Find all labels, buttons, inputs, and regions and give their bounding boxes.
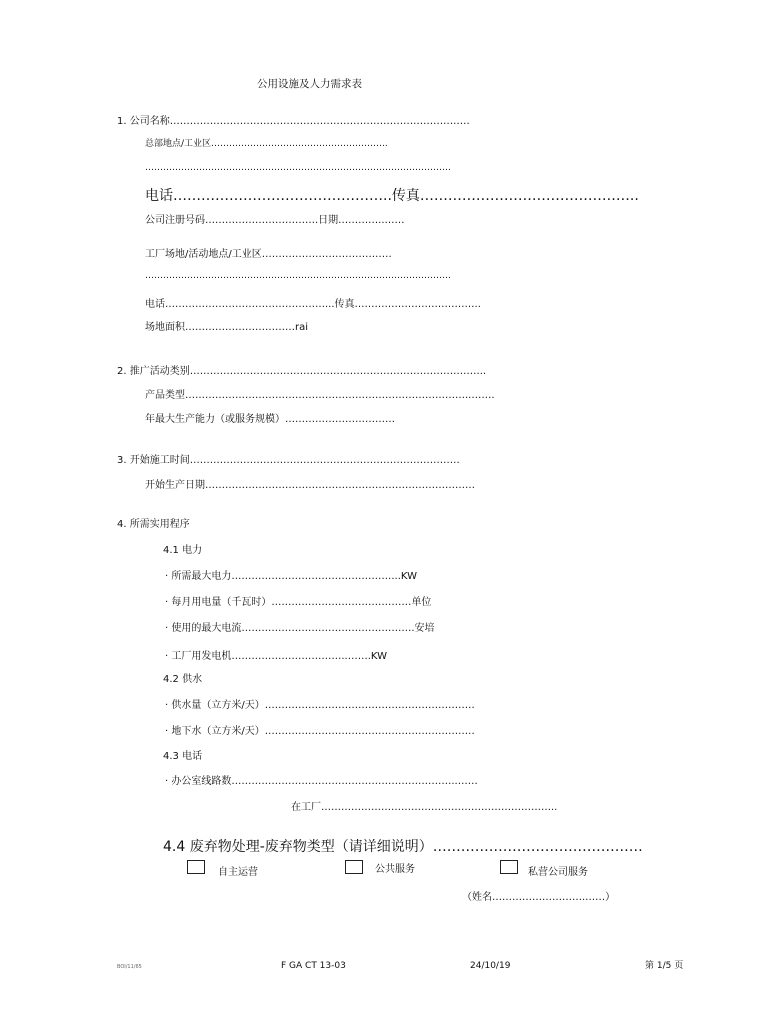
- headquarters-line: 总部地点/工业区…………………………………………………..: [145, 139, 388, 149]
- construction-start-line: 3. 开始施工时间………………………………………………………………………: [117, 455, 460, 466]
- telephone-item: · 办公室线路数…………………………………………………………..……: [165, 776, 478, 787]
- electricity-subheading: 4.1 电力: [163, 545, 203, 556]
- private-company-checkbox[interactable]: [500, 860, 518, 874]
- promotion-category-line: 2. 推广活动类别……………………………………………………………………………..: [117, 366, 487, 377]
- electricity-item: · 每月用电量（千瓦时）……………………………………单位: [165, 597, 432, 608]
- production-start-line: 开始生产日期………………………………………………………………………: [145, 480, 475, 491]
- public-service-label: 公共服务: [375, 864, 415, 875]
- factory-phone-fax-line: 电话…………………………………………...传真………………………………..: [145, 299, 481, 310]
- registration-date-line: 公司注册号码…………………………….日期…………..……: [145, 215, 405, 226]
- footer-page-number: 第 1/5 页: [645, 961, 684, 971]
- footer-form-code: F GA CT 13-03: [281, 961, 346, 971]
- footer-date: 24/10/19: [470, 961, 511, 971]
- site-area-line: 场地面积……………………………rai: [145, 322, 309, 333]
- phone-fax-line: 电话………………………………………..传真………………………………………..: [145, 188, 639, 204]
- self-operated-label: 自主运营: [218, 867, 258, 878]
- annual-capacity-line: 年最大生产能力（或服务规模）……………………………: [145, 414, 395, 425]
- headquarters-continuation-line: …………………………………………………………………………………………: [145, 163, 451, 173]
- public-service-checkbox[interactable]: [345, 860, 363, 874]
- utilities-heading: 4. 所需实用程序: [117, 519, 190, 530]
- water-item: · 供水量（立方米/天）………………………………………………………: [165, 700, 475, 711]
- product-type-line: 产品类型…………………………………………………………………………..…….: [145, 390, 495, 401]
- factory-location-continuation-line: …………………………………………………………………………………………: [145, 271, 451, 281]
- water-item: · 地下水（立方米/天）………………………………………………………: [165, 726, 475, 737]
- private-company-label: 私营公司服务: [528, 867, 588, 878]
- telephone-subheading: 4.3 电话: [163, 751, 203, 762]
- electricity-item: · 使用的最大电流…………………………………………….安培: [165, 623, 435, 634]
- footer-tiny-text: BOI/11/65: [117, 964, 142, 970]
- electricity-item: · 工厂用发电机……………………………..…….KW: [165, 651, 387, 662]
- waste-disposal-heading: 4.4 废弃物处理-废弃物类型（请详细说明）………………………………………: [163, 839, 643, 855]
- page-title: 公用设施及人力需求表: [257, 78, 362, 90]
- electricity-item: · 所需最大电力…………………………………………...KW: [165, 571, 417, 582]
- company-name-line: 1. 公司名称………………………………………………………………………………: [117, 116, 470, 127]
- company-name-field-line: （姓名……………………….……）: [462, 892, 616, 903]
- telephone-factory-line: 在工厂……………………………………………………………..: [291, 802, 558, 813]
- water-subheading: 4.2 供水: [163, 674, 203, 685]
- factory-location-line: 工厂场地/活动地点/工业区…………………………………: [145, 249, 392, 260]
- self-operated-checkbox[interactable]: [187, 860, 205, 874]
